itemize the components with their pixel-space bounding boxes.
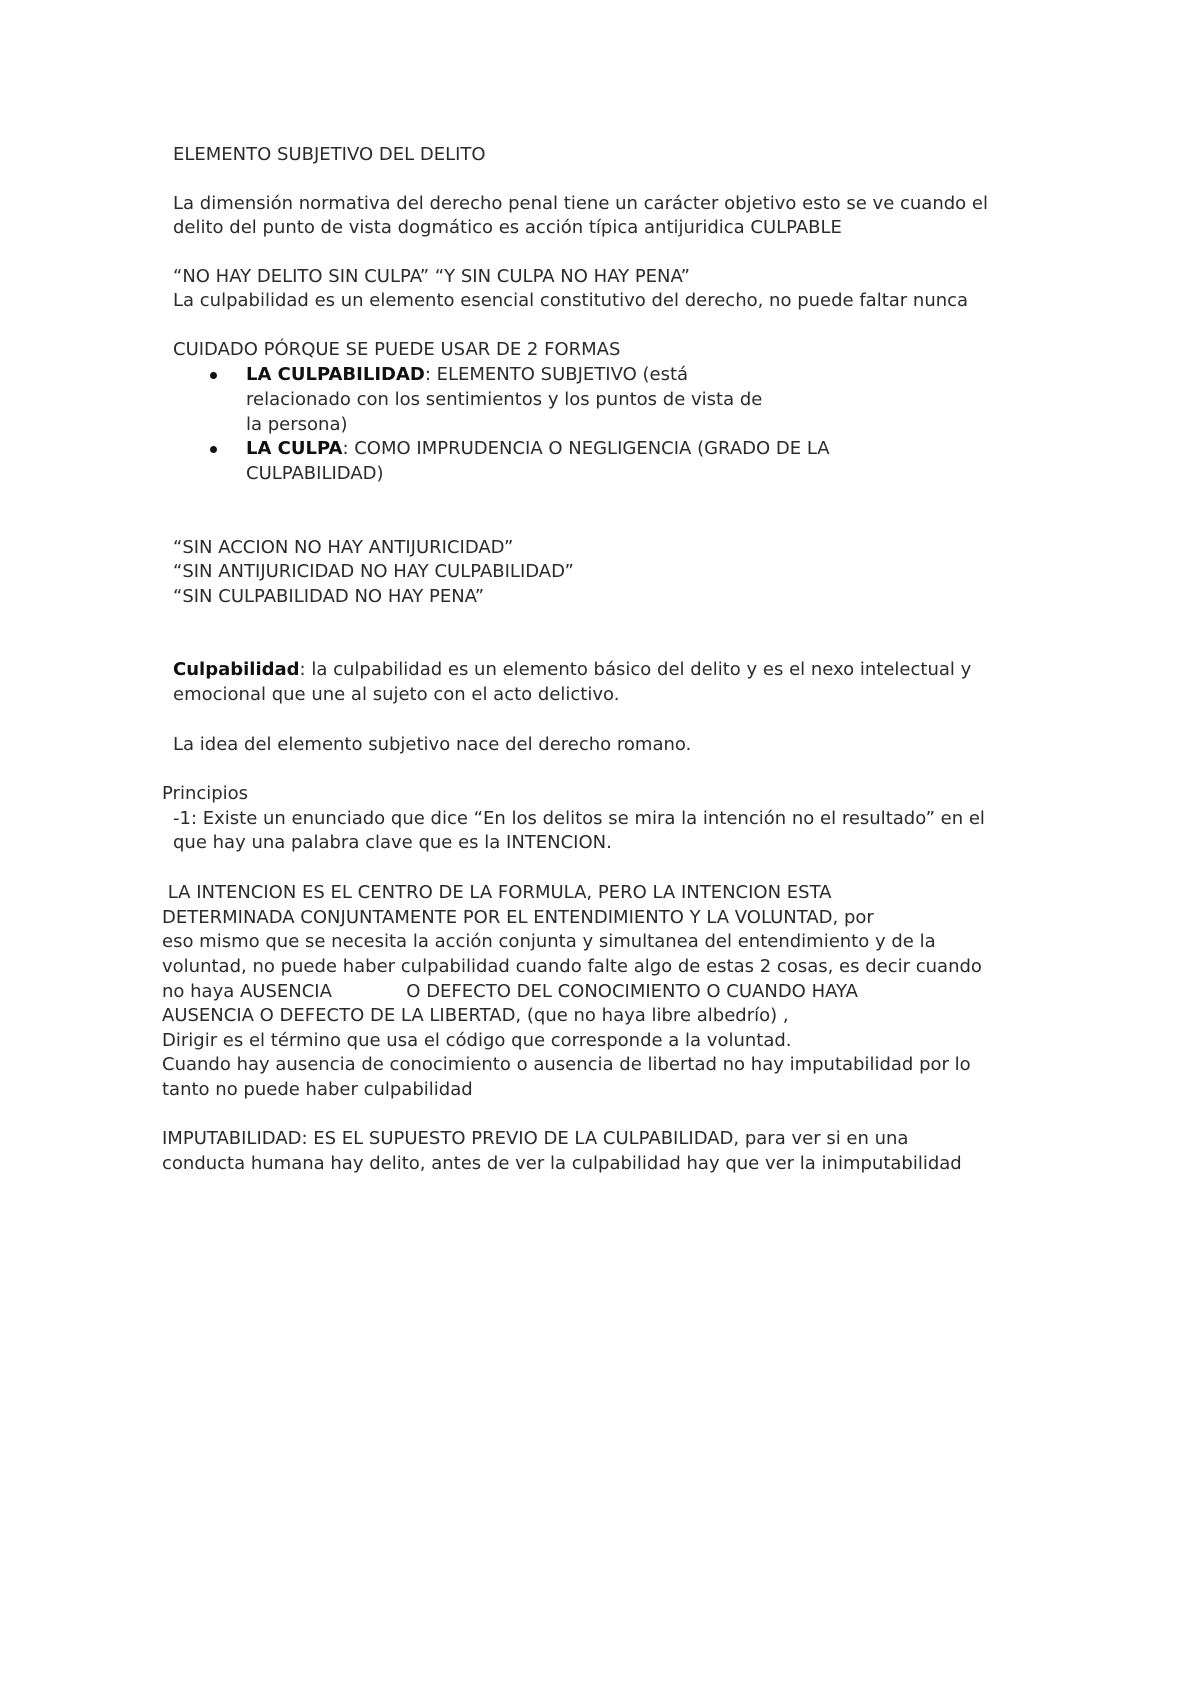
paragraph-line: IMPUTABILIDAD: ES EL SUPUESTO PREVIO DE LA CULPABILIDAD, para ver si en una [162, 1128, 909, 1149]
bullet-item-line: CULPABILIDAD) [246, 463, 384, 484]
quote-line: “SIN ACCION NO HAY ANTIJURICIDAD” [173, 537, 514, 558]
bullet-item-line: relacionado con los sentimientos y los puntos de vista de [246, 389, 763, 410]
paragraph-line: La culpabilidad es un elemento esencial constitutivo del derecho, no puede faltar nunca [173, 290, 969, 311]
document-title: ELEMENTO SUBJETIVO DEL DELITO [173, 144, 486, 165]
paragraph-line: DETERMINADA CONJUNTAMENTE POR EL ENTENDIMIENTO Y LA VOLUNTAD, por [162, 907, 874, 928]
definition-term: Culpabilidad [173, 659, 300, 680]
paragraph-line: Cuando hay ausencia de conocimiento o ausencia de libertad no hay imputabilidad por lo [162, 1054, 971, 1075]
paragraph-line: La idea del elemento subjetivo nace del derecho romano. [173, 734, 692, 755]
bullet-item-line [246, 437, 830, 461]
bullet-text: : COMO IMPRUDENCIA O NEGLIGENCIA (GRADO DE LA [342, 438, 830, 459]
bullet-icon [210, 446, 217, 453]
paragraph-line: tanto no puede haber culpabilidad [162, 1079, 473, 1100]
bullet-item-line: la persona) [246, 414, 348, 435]
section-heading: CUIDADO PÓRQUE SE PUEDE USAR DE 2 FORMAS [173, 339, 621, 360]
bullet-icon [210, 372, 217, 379]
paragraph-line: conducta humana hay delito, antes de ver la culpabilidad hay que ver la inimputabilidad [162, 1153, 962, 1174]
paragraph-line: AUSENCIA O DEFECTO DE LA LIBERTAD, (que no haya libre albedrío) , [162, 1005, 789, 1026]
quote-line: “NO HAY DELITO SIN CULPA” “Y SIN CULPA NO HAY PENA” [173, 266, 690, 287]
principios-label: Principios [162, 783, 249, 804]
bullet-term: LA CULPABILIDAD [246, 364, 425, 385]
quote-line: “SIN CULPABILIDAD NO HAY PENA” [173, 586, 485, 607]
paragraph-line: no haya AUSENCIA O DEFECTO DEL CONOCIMIENTO O CUANDO HAYA [162, 981, 858, 1002]
definition-text: : la culpabilidad es un elemento básico del delito y es el nexo intelectual y [299, 659, 972, 680]
bullet-term: LA CULPA [246, 438, 343, 459]
paragraph-line: La dimensión normativa del derecho penal tiene un carácter objetivo esto se ve cuando el [173, 193, 988, 214]
principio-line: que hay una palabra clave que es la INTENCION. [173, 832, 612, 853]
paragraph-line: delito del punto de vista dogmático es acción típica antijuridica CULPABLE [173, 217, 842, 238]
definition-line [173, 658, 971, 682]
bullet-text: : ELEMENTO SUBJETIVO (está [424, 364, 689, 385]
paragraph-line: Dirigir es el término que usa el código que corresponde a la voluntad. [162, 1030, 792, 1051]
paragraph-line: eso mismo que se necesita la acción conjunta y simultanea del entendimiento y de la [162, 931, 936, 952]
principio-line: -1: Existe un enunciado que dice “En los delitos se mira la intención no el resultado” en el [173, 808, 985, 829]
bullet-item-line [246, 363, 688, 387]
definition-line: emocional que une al sujeto con el acto delictivo. [173, 684, 620, 705]
paragraph-line: LA INTENCION ES EL CENTRO DE LA FORMULA, PERO LA INTENCION ESTA [162, 882, 832, 903]
paragraph-line: voluntad, no puede haber culpabilidad cuando falte algo de estas 2 cosas, es decir cuando [162, 956, 982, 977]
quote-line: “SIN ANTIJURICIDAD NO HAY CULPABILIDAD” [173, 561, 574, 582]
